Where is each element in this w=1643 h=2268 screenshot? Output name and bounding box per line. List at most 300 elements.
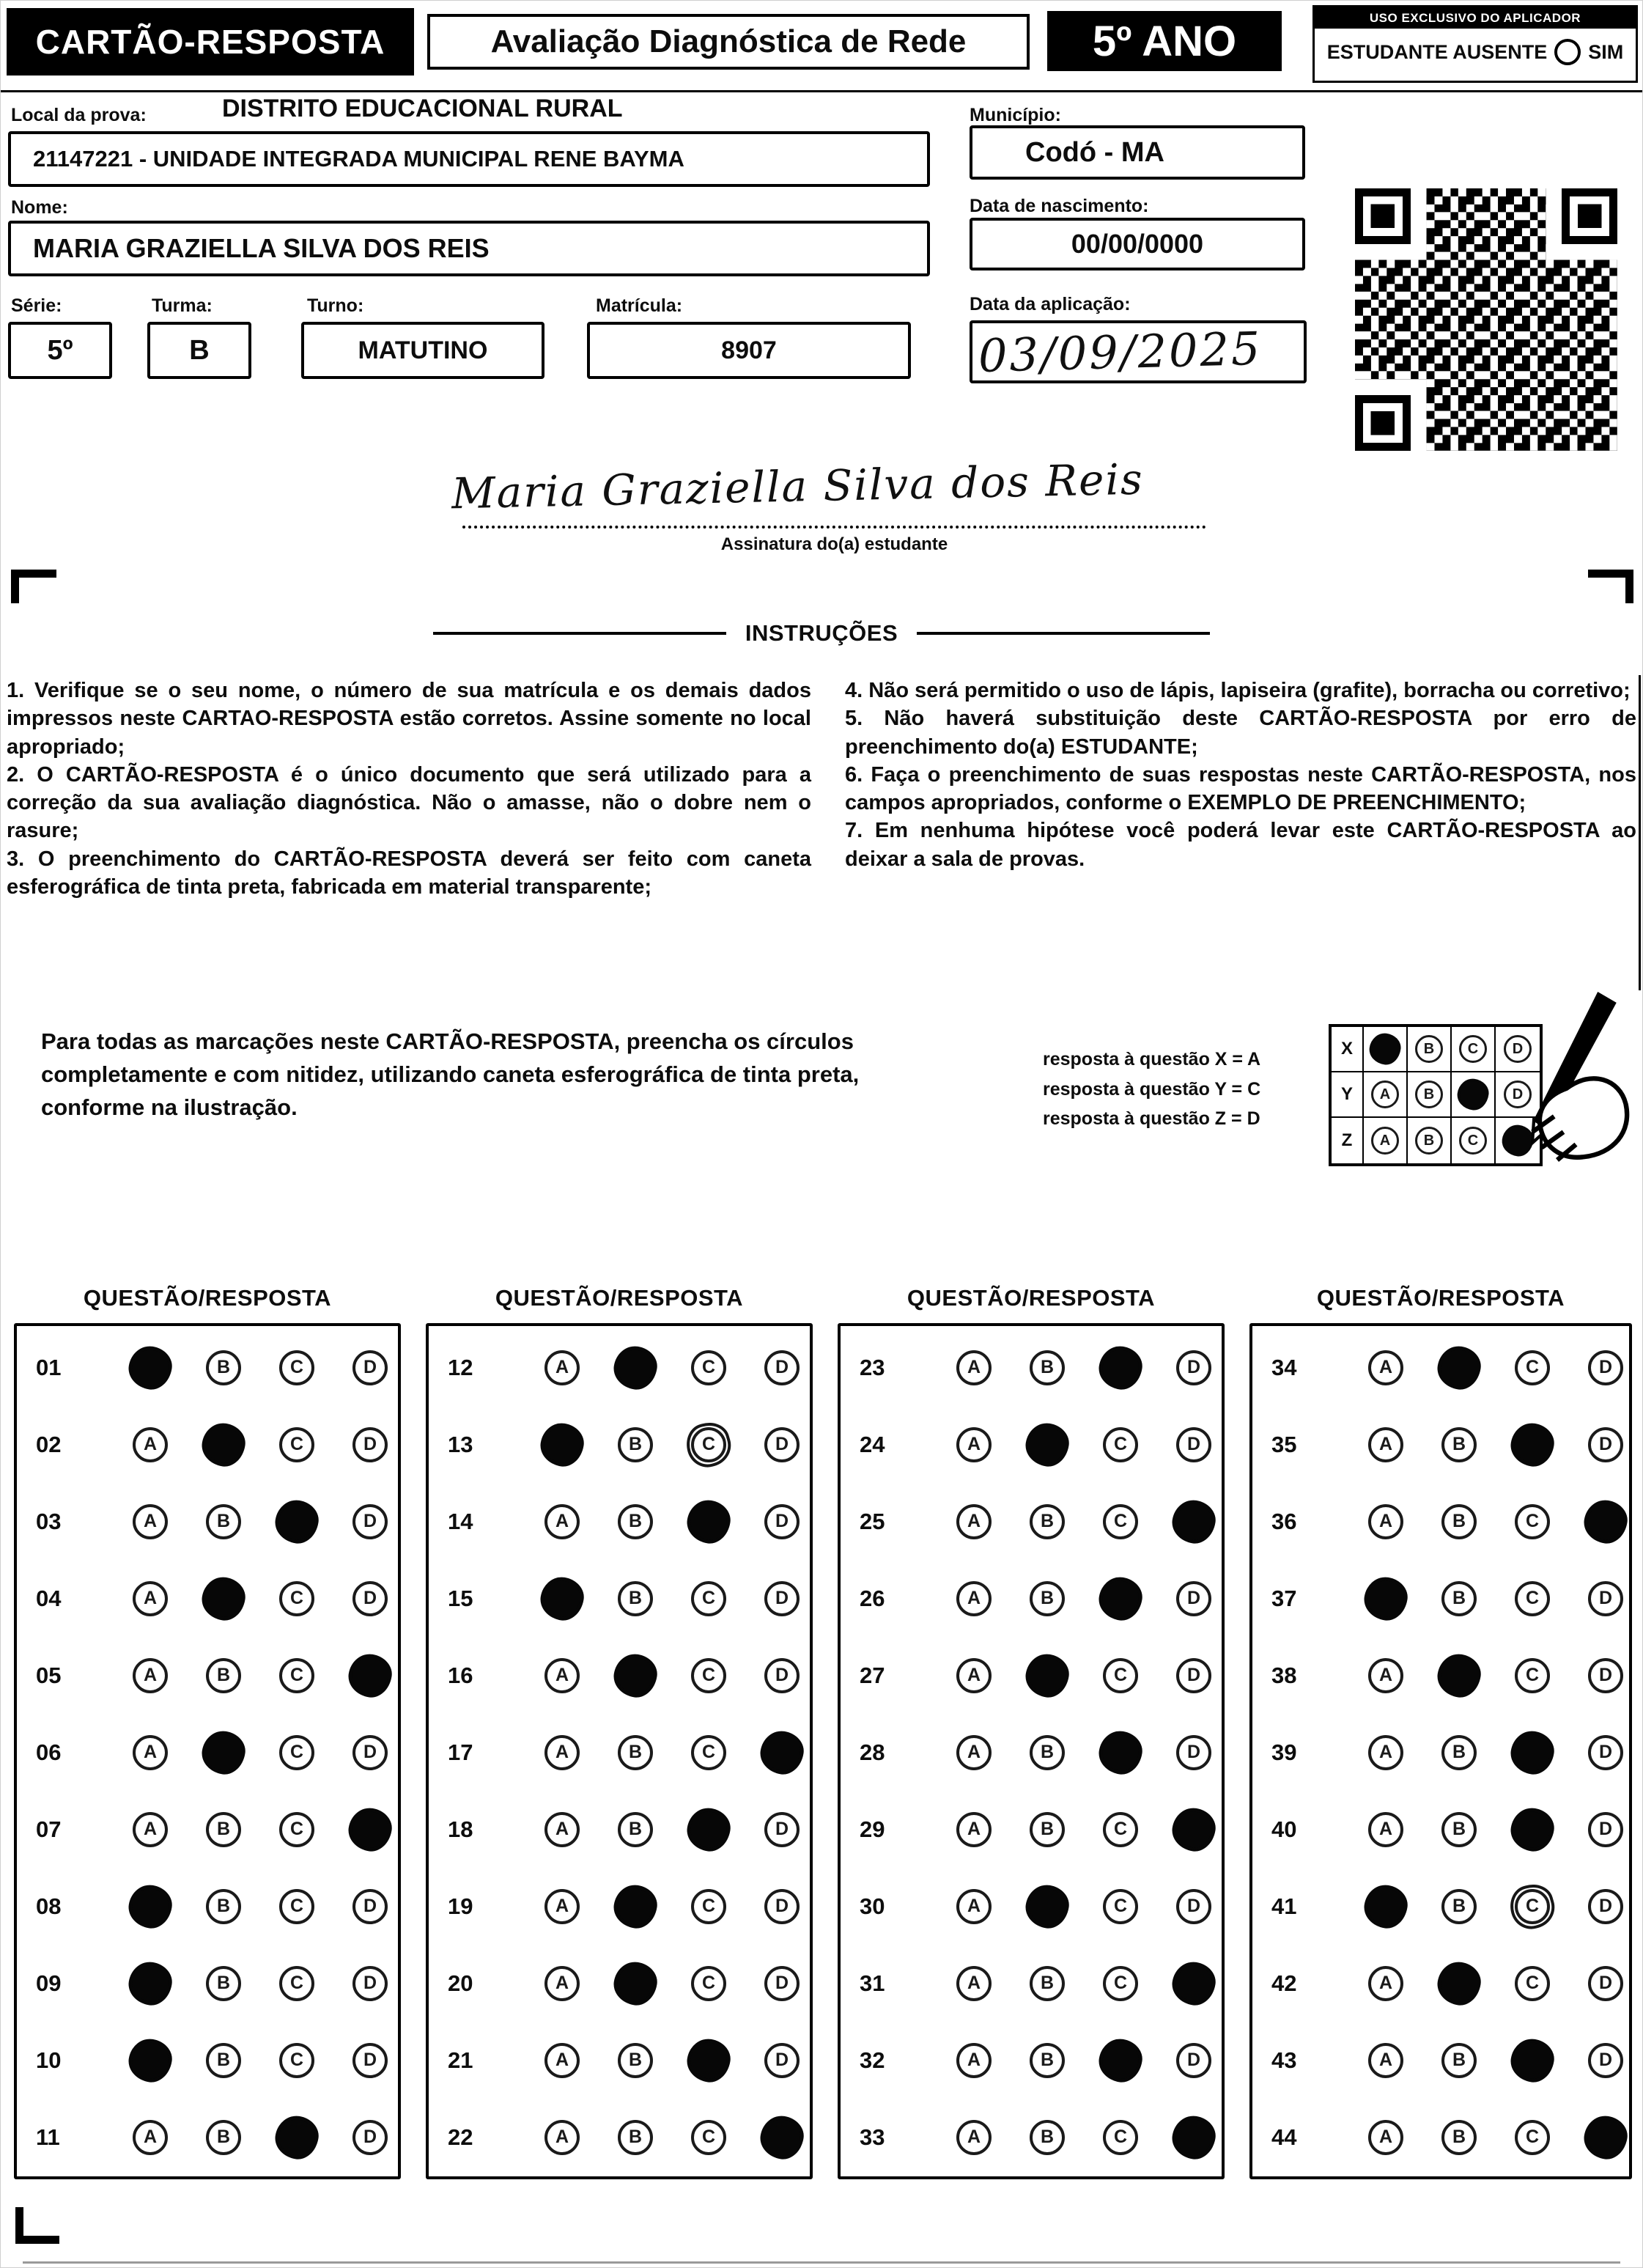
bubble-option-d: D <box>764 2043 800 2078</box>
bubble-option-b: B <box>206 1812 241 1847</box>
bubble-option-c: C <box>691 1966 726 2001</box>
bubble-option-c <box>1096 2036 1145 2085</box>
bubble-option-d <box>346 1651 395 1700</box>
bubble-option-a: A <box>956 1504 992 1539</box>
bubble-option-a: A <box>956 1581 992 1616</box>
example-bubble-d: D <box>1504 1035 1532 1063</box>
question-number: 39 <box>1271 1739 1297 1765</box>
heading-line-right <box>917 632 1210 635</box>
question-number: 13 <box>448 1431 473 1457</box>
question-number: 02 <box>36 1431 62 1457</box>
bubble-option-a: A <box>544 1350 580 1385</box>
question-number: 08 <box>36 1893 62 1919</box>
bubble-option-d: D <box>1588 1966 1623 2001</box>
question-row <box>1252 1868 1629 1945</box>
bubble-option-d: D <box>352 1350 388 1385</box>
bubble-option-d: D <box>1176 1427 1211 1462</box>
question-row <box>17 2022 398 2099</box>
bubble-option-a <box>126 1343 175 1392</box>
matricula-value: 8907 <box>721 336 777 364</box>
bubble-option-c: C <box>1515 1889 1550 1924</box>
bubble-option-b: B <box>1030 1812 1065 1847</box>
bubble-option-b: B <box>1030 1504 1065 1539</box>
bubble-option-d: D <box>1588 1427 1623 1462</box>
bubble-option-b: B <box>618 2120 653 2155</box>
bubble-option-c: C <box>279 1658 314 1693</box>
aplicacao-label: Data da aplicação: <box>970 294 1131 314</box>
bubble-option-c <box>273 1497 322 1546</box>
bubble-option-b: B <box>206 2043 241 2078</box>
example-legend <box>1043 1045 1260 1134</box>
example-bubble-b: B <box>1415 1035 1443 1063</box>
example-cell <box>1408 1118 1452 1163</box>
question-number: 33 <box>860 2124 885 2150</box>
bubble-option-b <box>1435 1959 1484 2008</box>
question-number: 32 <box>860 2047 885 2073</box>
bubble-option-c: C <box>691 1658 726 1693</box>
bubble-option-b: B <box>1030 2120 1065 2155</box>
bubble-option-d: D <box>352 1427 388 1462</box>
bubble-option-d <box>346 1805 395 1854</box>
question-number: 20 <box>448 1970 473 1996</box>
bubble-option-d <box>1170 1805 1219 1854</box>
bubble-option-b: B <box>618 1735 653 1770</box>
question-number: 37 <box>1271 1585 1297 1611</box>
local-value: DISTRITO EDUCACIONAL RURAL <box>222 95 623 122</box>
bubble-option-a <box>1362 1574 1411 1623</box>
bubble-option-d: D <box>764 1812 800 1847</box>
legend-line: resposta à questão X = A <box>1043 1049 1261 1069</box>
question-row <box>1252 1406 1629 1483</box>
question-number: 22 <box>448 2124 473 2150</box>
municipio-field <box>970 125 1305 180</box>
question-number: 41 <box>1271 1893 1297 1919</box>
bubble-option-a: A <box>1368 1658 1403 1693</box>
bubble-option-a: A <box>133 1581 168 1616</box>
question-number: 24 <box>860 1431 885 1457</box>
question-number: 04 <box>36 1585 62 1611</box>
nome-value: MARIA GRAZIELLA SILVA DOS REIS <box>33 233 490 263</box>
bubble-option-a: A <box>133 1658 168 1693</box>
bubble-option-c <box>684 2036 734 2085</box>
instruction-item: 6. Faça o preenchimento de suas respostas neste CARTÃO-RESPOSTA, nos campos apropriados, conforme o EXEMPLO DE PREENCHIMENTO; <box>845 762 1636 815</box>
question-row <box>841 2099 1222 2176</box>
bubble-option-d: D <box>352 1966 388 2001</box>
question-row <box>17 1714 398 1791</box>
bubble-option-a: A <box>1368 2043 1403 2078</box>
question-number: 34 <box>1271 1354 1297 1380</box>
example-row-label: Z <box>1332 1118 1364 1163</box>
bubble-option-b: B <box>1441 1581 1477 1616</box>
question-number: 30 <box>860 1893 885 1919</box>
question-number: 27 <box>860 1662 885 1688</box>
bubble-option-c: C <box>691 1427 726 1462</box>
bubble-option-a: A <box>544 1966 580 2001</box>
bubble-option-a: A <box>544 1812 580 1847</box>
question-number: 38 <box>1271 1662 1297 1688</box>
corner-bracket-bottom-left <box>15 2207 59 2244</box>
bubble-option-c: C <box>1515 1581 1550 1616</box>
bubble-option-b: B <box>1030 1966 1065 2001</box>
question-number: 10 <box>36 2047 62 2073</box>
bubble-option-a: A <box>1368 1427 1403 1462</box>
bubble-option-c: C <box>1515 2120 1550 2155</box>
answer-column-4 <box>1249 1285 1632 2179</box>
bubble-option-d: D <box>764 1889 800 1924</box>
bubble-option-b <box>1023 1651 1072 1700</box>
bubble-option-c: C <box>1103 1889 1138 1924</box>
absent-option-label: SIM <box>1588 40 1624 63</box>
example-cell <box>1408 1027 1452 1071</box>
question-row <box>1252 1329 1629 1406</box>
answer-column-2 <box>426 1285 813 2179</box>
aplicador-box-title: USO EXCLUSIVO DO APLICADOR <box>1315 7 1636 29</box>
bubble-option-a: A <box>956 1812 992 1847</box>
bubble-option-b: B <box>618 1581 653 1616</box>
bubble-option-b: B <box>206 1504 241 1539</box>
answer-column-title: QUESTÃO/RESPOSTA <box>83 1285 332 1311</box>
nascimento-label: Data de nascimento: <box>970 196 1149 216</box>
question-number: 43 <box>1271 2047 1297 2073</box>
bubble-option-d: D <box>1176 1889 1211 1924</box>
bubble-option-b: B <box>1441 1735 1477 1770</box>
bubble-option-d <box>1170 1959 1219 2008</box>
question-row <box>1252 1945 1629 2022</box>
bubble-option-d: D <box>764 1581 800 1616</box>
bubble-option-c <box>1096 1728 1145 1777</box>
bubble-option-b: B <box>1030 1350 1065 1385</box>
bubble-option-b: B <box>618 1504 653 1539</box>
instructions-left <box>7 677 811 901</box>
answer-column-title: QUESTÃO/RESPOSTA <box>907 1285 1156 1311</box>
example-row-label: X <box>1332 1027 1364 1071</box>
turno-field <box>301 322 544 379</box>
bubble-option-b <box>611 1343 660 1392</box>
bubble-option-c <box>1096 1574 1145 1623</box>
question-row <box>841 1329 1222 1406</box>
bubble-option-d: D <box>1588 1889 1623 1924</box>
bubble-option-a <box>126 1882 175 1931</box>
bubble-option-a: A <box>956 1889 992 1924</box>
nascimento-field <box>970 218 1305 270</box>
bubble-option-a: A <box>1368 1735 1403 1770</box>
bubble-option-c: C <box>1103 1427 1138 1462</box>
local-label: Local da prova: <box>11 105 147 125</box>
marking-note: Para todas as marcações neste CARTÃO-RESPOSTA, preencha os círculos completamente e com nitidez, utilizando caneta esferográfica de tinta preta, conforme na ilustração. <box>41 1028 860 1120</box>
school-field <box>8 131 930 187</box>
hand-pen-illustration <box>1485 992 1642 1179</box>
bubble-option-c: C <box>691 2120 726 2155</box>
example-bubble-c: C <box>1459 1035 1487 1063</box>
bubble-option-c: C <box>1103 1504 1138 1539</box>
legend-line: resposta à questão Y = C <box>1043 1078 1261 1100</box>
question-row <box>429 1868 810 1945</box>
legend-line: resposta à questão Z = D <box>1043 1108 1260 1129</box>
bubble-option-a: A <box>956 2043 992 2078</box>
bubble-option-d: D <box>352 1735 388 1770</box>
bubble-option-c <box>1508 2036 1557 2085</box>
bubble-option-a: A <box>133 2120 168 2155</box>
question-number: 31 <box>860 1970 885 1996</box>
bubble-option-d <box>1581 2113 1631 2162</box>
aplicacao-handwritten-value: 03/09/2025 <box>978 321 1263 383</box>
bubble-option-a: A <box>1368 1966 1403 2001</box>
question-number: 09 <box>36 1970 62 1996</box>
question-row <box>841 1714 1222 1791</box>
bubble-option-d: D <box>1176 1581 1211 1616</box>
question-row <box>841 1637 1222 1714</box>
bubble-option-d <box>758 2113 807 2162</box>
matricula-field <box>587 322 911 379</box>
question-number: 18 <box>448 1816 473 1842</box>
bubble-option-c: C <box>1515 1504 1550 1539</box>
signature-line <box>462 493 1206 529</box>
bubble-option-a: A <box>133 1735 168 1770</box>
bubble-option-c: C <box>691 1735 726 1770</box>
question-number: 06 <box>36 1739 62 1765</box>
bubble-option-d: D <box>1588 1581 1623 1616</box>
bubble-option-c: C <box>1103 1658 1138 1693</box>
bubble-option-d: D <box>764 1427 800 1462</box>
example-cell <box>1408 1072 1452 1116</box>
answer-column-1 <box>14 1285 401 2179</box>
bubble-option-c: C <box>1515 1350 1550 1385</box>
bubble-option-a <box>126 1959 175 2008</box>
bubble-option-d: D <box>352 1581 388 1616</box>
municipio-value: Codó - MA <box>1025 136 1164 168</box>
bubble-option-b: B <box>1441 2120 1477 2155</box>
bubble-option-a: A <box>133 1812 168 1847</box>
signature-handwritten: Maria Graziella Silva dos Reis <box>451 454 1145 519</box>
question-number: 29 <box>860 1816 885 1842</box>
bubble-option-c: C <box>279 1966 314 2001</box>
bubble-option-a: A <box>1368 1350 1403 1385</box>
bubble-option-c <box>1508 1728 1557 1777</box>
question-number: 35 <box>1271 1431 1297 1457</box>
bubble-option-c: C <box>279 1735 314 1770</box>
bubble-option-c: C <box>279 1812 314 1847</box>
corner-bracket-top-left <box>11 570 56 603</box>
bubble-option-b: B <box>618 1812 653 1847</box>
bubble-option-d <box>1581 1497 1631 1546</box>
example-bubble-a: A <box>1371 1080 1399 1108</box>
bubble-option-d: D <box>1176 1735 1211 1770</box>
bubble-option-c: C <box>279 2043 314 2078</box>
right-edge-line <box>1639 675 1641 990</box>
question-row <box>1252 1483 1629 1560</box>
bubble-option-a <box>538 1574 587 1623</box>
turma-label: Turma: <box>152 295 213 316</box>
bubble-option-d: D <box>1588 1658 1623 1693</box>
bubble-option-b <box>1435 1651 1484 1700</box>
bubble-option-c <box>1508 1420 1557 1469</box>
question-number: 19 <box>448 1893 473 1919</box>
corner-bracket-top-right <box>1588 570 1633 603</box>
example-cell <box>1364 1072 1408 1116</box>
answer-box-3 <box>838 1323 1225 2179</box>
question-row <box>429 1329 810 1406</box>
turma-value: B <box>189 334 210 366</box>
bubble-option-c: C <box>279 1350 314 1385</box>
bubble-option-c: C <box>1515 1658 1550 1693</box>
bubble-option-d: D <box>352 2043 388 2078</box>
header-divider <box>1 90 1642 92</box>
bubble-option-d: D <box>764 1966 800 2001</box>
instruction-item: 7. Em nenhuma hipótese você poderá levar este CARTÃO-RESPOSTA ao deixar a sala de provas. <box>845 819 1636 871</box>
question-row <box>841 1483 1222 1560</box>
question-number: 26 <box>860 1585 885 1611</box>
bubble-option-a: A <box>956 1350 992 1385</box>
question-row <box>17 1483 398 1560</box>
question-row <box>1252 2099 1629 2176</box>
bubble-option-b: B <box>206 1350 241 1385</box>
bubble-option-b: B <box>1441 2043 1477 2078</box>
heading-line-left <box>433 632 726 635</box>
question-row <box>841 1560 1222 1637</box>
question-row <box>17 1945 398 2022</box>
bubble-option-b: B <box>1441 1812 1477 1847</box>
nome-label: Nome: <box>11 197 68 218</box>
bubble-option-a: A <box>1368 2120 1403 2155</box>
bubble-option-d: D <box>352 2120 388 2155</box>
question-number: 40 <box>1271 1816 1297 1842</box>
question-row <box>841 2022 1222 2099</box>
bubble-option-d: D <box>1588 1735 1623 1770</box>
question-row <box>17 1637 398 1714</box>
matricula-label: Matrícula: <box>596 295 683 316</box>
instructions-title: INSTRUÇÕES <box>745 620 898 646</box>
answer-column-3 <box>838 1285 1225 2179</box>
question-row <box>17 1560 398 1637</box>
card-title: CARTÃO-RESPOSTA <box>7 8 414 76</box>
bubble-option-c: C <box>279 1427 314 1462</box>
answer-box-1 <box>14 1323 401 2179</box>
bubble-option-b: B <box>206 1966 241 2001</box>
answer-column-title: QUESTÃO/RESPOSTA <box>1316 1285 1565 1311</box>
bubble-option-a: A <box>1368 1812 1403 1847</box>
question-row <box>429 1483 810 1560</box>
bubble-option-d <box>758 1728 807 1777</box>
bottom-edge-line <box>23 2261 1620 2264</box>
question-row <box>1252 2022 1629 2099</box>
question-row <box>17 2099 398 2176</box>
serie-value: 5º <box>47 334 73 366</box>
bubble-option-d: D <box>764 1658 800 1693</box>
question-number: 03 <box>36 1508 62 1534</box>
bubble-option-c <box>684 1497 734 1546</box>
question-row <box>429 2099 810 2176</box>
instruction-item: 1. Verifique se o seu nome, o número de sua matrícula e os demais dados impressos neste CARTAO-RESPOSTA estão corretos. Assine somente no local apropriado; <box>7 679 811 759</box>
absent-label: ESTUDANTE AUSENTE <box>1326 40 1548 63</box>
example-bubble-b: B <box>1415 1080 1443 1108</box>
question-row <box>841 1791 1222 1868</box>
bubble-option-d: D <box>1176 2043 1211 2078</box>
bubble-option-a <box>538 1420 587 1469</box>
question-row <box>1252 1560 1629 1637</box>
question-row <box>841 1868 1222 1945</box>
bubble-option-a: A <box>544 1504 580 1539</box>
instructions-heading <box>1 620 1642 647</box>
bubble-option-b: B <box>206 1889 241 1924</box>
example-cell <box>1364 1118 1408 1163</box>
bubble-option-b: B <box>206 2120 241 2155</box>
serie-field <box>8 322 112 379</box>
question-row <box>17 1791 398 1868</box>
aplicacao-field <box>970 320 1307 383</box>
bubble-option-c: C <box>279 1889 314 1924</box>
bubble-option-a: A <box>133 1504 168 1539</box>
bubble-option-a <box>1362 1882 1411 1931</box>
question-number: 12 <box>448 1354 473 1380</box>
bubble-option-a: A <box>956 1658 992 1693</box>
bubble-option-a: A <box>133 1427 168 1462</box>
bubble-option-d: D <box>1588 1812 1623 1847</box>
question-row <box>841 1406 1222 1483</box>
bubble-option-c: C <box>279 1581 314 1616</box>
bubble-option-b: B <box>1441 1504 1477 1539</box>
instruction-item: 3. O preenchimento do CARTÃO-RESPOSTA deverá ser feito com caneta esferográfica de tinta preta, fabricada em material transparente; <box>7 847 811 899</box>
bubble-option-d: D <box>1176 1350 1211 1385</box>
question-number: 21 <box>448 2047 473 2073</box>
bubble-option-d <box>1170 1497 1219 1546</box>
bubble-option-a: A <box>544 2043 580 2078</box>
question-row <box>429 1791 810 1868</box>
question-row <box>429 1637 810 1714</box>
bubble-option-c <box>273 2113 322 2162</box>
bubble-option-d: D <box>764 1504 800 1539</box>
bubble-option-d: D <box>352 1504 388 1539</box>
bubble-option-b <box>199 1728 248 1777</box>
question-row <box>17 1868 398 1945</box>
example-row-label: Y <box>1332 1072 1364 1116</box>
exam-title: Avaliação Diagnóstica de Rede <box>427 14 1030 70</box>
question-number: 42 <box>1271 1970 1297 1996</box>
nascimento-value: 00/00/0000 <box>1071 229 1204 259</box>
instruction-item: 5. Não haverá substituição deste CARTÃO-RESPOSTA por erro de preenchimento do(a) ESTUDANTE; <box>845 707 1636 759</box>
example-bubble-b: B <box>1415 1127 1443 1155</box>
example-cell <box>1364 1027 1408 1071</box>
question-row <box>429 1560 810 1637</box>
serie-label: Série: <box>11 295 62 316</box>
municipio-label: Município: <box>970 105 1061 125</box>
example-bubble-d: D <box>1504 1080 1532 1108</box>
bubble-option-b: B <box>1030 1735 1065 1770</box>
question-number: 23 <box>860 1354 885 1380</box>
bubble-option-c: C <box>1103 1812 1138 1847</box>
answer-column-title: QUESTÃO/RESPOSTA <box>495 1285 744 1311</box>
grade-badge: 5º ANO <box>1047 11 1282 71</box>
bubble-option-b: B <box>1441 1427 1477 1462</box>
aplicador-box <box>1312 5 1638 83</box>
question-row <box>841 1945 1222 2022</box>
instructions-right <box>845 677 1636 873</box>
bubble-option-d: D <box>1176 1658 1211 1693</box>
instruction-item: 4. Não será permitido o uso de lápis, lapiseira (grafite), borracha ou corretivo; <box>845 679 1631 702</box>
bubble-option-b <box>199 1574 248 1623</box>
school-value: 21147221 - UNIDADE INTEGRADA MUNICIPAL RENE BAYMA <box>33 146 684 172</box>
bubble-option-c: C <box>691 1581 726 1616</box>
bubble-option-b <box>611 1959 660 2008</box>
bubble-option-a: A <box>956 2120 992 2155</box>
answer-box-4 <box>1249 1323 1632 2179</box>
bubble-option-d: D <box>764 1350 800 1385</box>
instruction-item: 2. O CARTÃO-RESPOSTA é o único documento que será utilizado para a correção da sua avaliação diagnóstica. Não o amasse, não o dobre nem o rasure; <box>7 762 811 843</box>
question-number: 16 <box>448 1662 473 1688</box>
bubble-option-a: A <box>956 1966 992 2001</box>
question-number: 28 <box>860 1739 885 1765</box>
bubble-option-a <box>126 2036 175 2085</box>
bubble-option-a: A <box>1368 1504 1403 1539</box>
